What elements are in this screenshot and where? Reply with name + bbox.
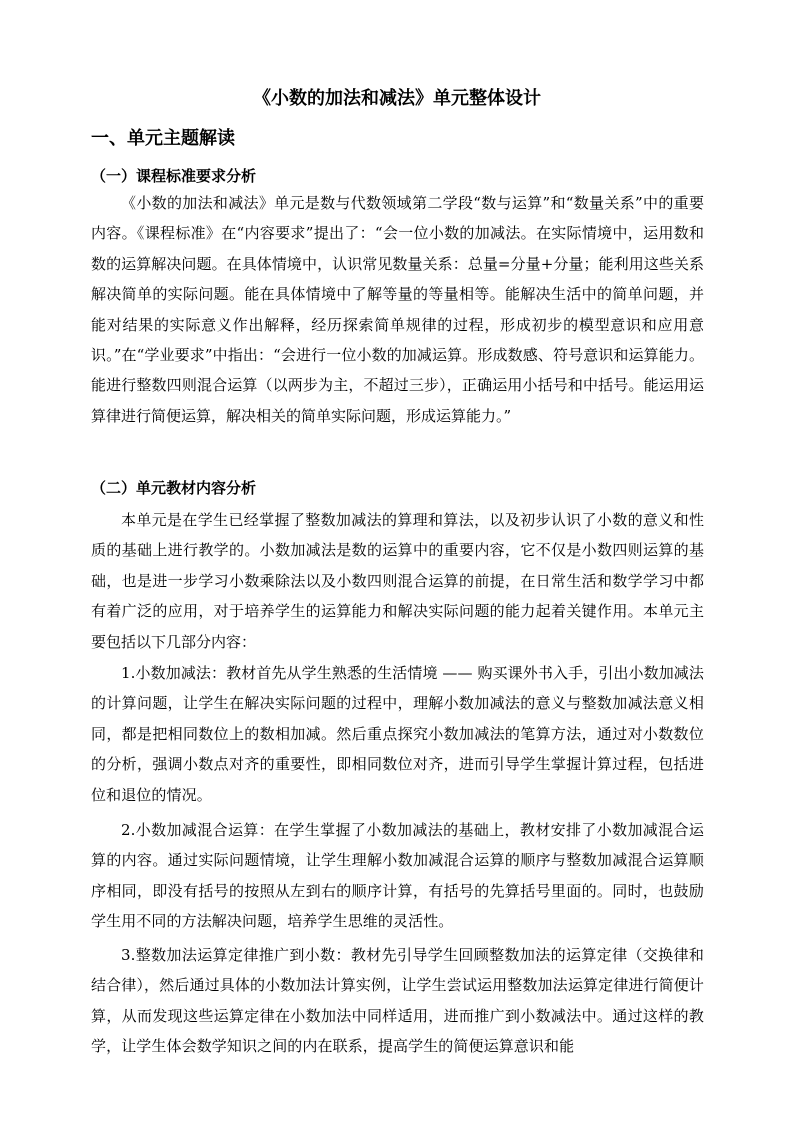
list-item-mixed-operations: 2.小数加减混合运算：在学生掌握了小数加减法的基础上，教材安排了小数加减混合运算的内容。通过实际问题情境，让学生理解小数加减混合运算的顺序与整数加减混合运算顺序相同，即没有括号的按照从左到右的顺序计算，有括号的先算括号里面的。同时，也鼓励学生用不同的方法解决问题，培养学生思维的灵活性。 (91, 821, 704, 931)
subsection-heading-textbook-content: （二）单元教材内容分析 (91, 479, 257, 497)
list-item-decimal-add-subtract: 1.小数加减法：教材首先从学生熟悉的生活情境 —— 购买课外书入手，引出小数加减法的计算问题，让学生在解决实际问题的过程中，理解小数加减法的意义与整数加减法意义相同，都是把相同数位上的数相加减。然后重点探究小数加减法的笔算方法，通过对小数数位的分析，强调小数点对齐的重要性，即相同数位对齐，进而引导学生掌握计算过程，包括进位和退位的情况。 (91, 664, 704, 804)
document-title: 《小数的加法和减法》单元整体设计 (253, 88, 541, 109)
paragraph-curriculum-standard: 《小数的加法和减法》单元是数与代数领域第二学段“数与运算”和“数量关系”中的重要内容。《课程标准》在“内容要求”提出了：“会一位小数的加减法。在实际情境中，运用数和数的运算解决问题。在具体情境中，认识常见数量关系：总量=分量+分量；能利用这些关系解决简单的实际问题。能在具体情境中了解等量的等量相等。能解决生活中的简单问题，并能对结果的实际意义作出解释，经历探索简单规律的过程，形成初步的模型意识和应用意识。”在“学业要求”中指出：“会进行一位小数的加减运算。形成数感、符号意识和运算能力。能进行整数四则混合运算（以两步为主，不超过三步），正确运用小括号和中括号。能运用运算律进行简便运算，解决相关的简单实际问题，形成运算能力。” (91, 194, 704, 425)
paragraph-textbook-intro: 本单元是在学生已经掌握了整数加减法的算理和算法，以及初步认识了小数的意义和性质的基础上进行教学的。小数加减法是数的运算中的重要内容，它不仅是小数四则运算的基础，也是进一步学习小数乘除法以及小数四则混合运算的前提，在日常生活和数学学习中都有着广泛的应用，对于培养学生的运算能力和解决实际问题的能力起着关键作用。本单元主要包括以下几部分内容： (91, 511, 704, 651)
list-item-operation-laws: 3.整数加法运算定律推广到小数：教材先引导学生回顾整数加法的运算定律（交换律和结合律），然后通过具体的小数加法计算实例，让学生尝试运用整数加法运算定律进行简便计算，从而发现这些运算定律在小数加法中同样适用，进而推广到小数减法中。通过这样的教学，让学生体会数学知识之间的内在联系，提高学生的简便运算意识和能 (91, 946, 704, 1056)
subsection-heading-curriculum-standard: （一）课程标准要求分析 (91, 167, 257, 185)
section-heading-unit-theme: 一、单元主题解读 (91, 128, 235, 149)
